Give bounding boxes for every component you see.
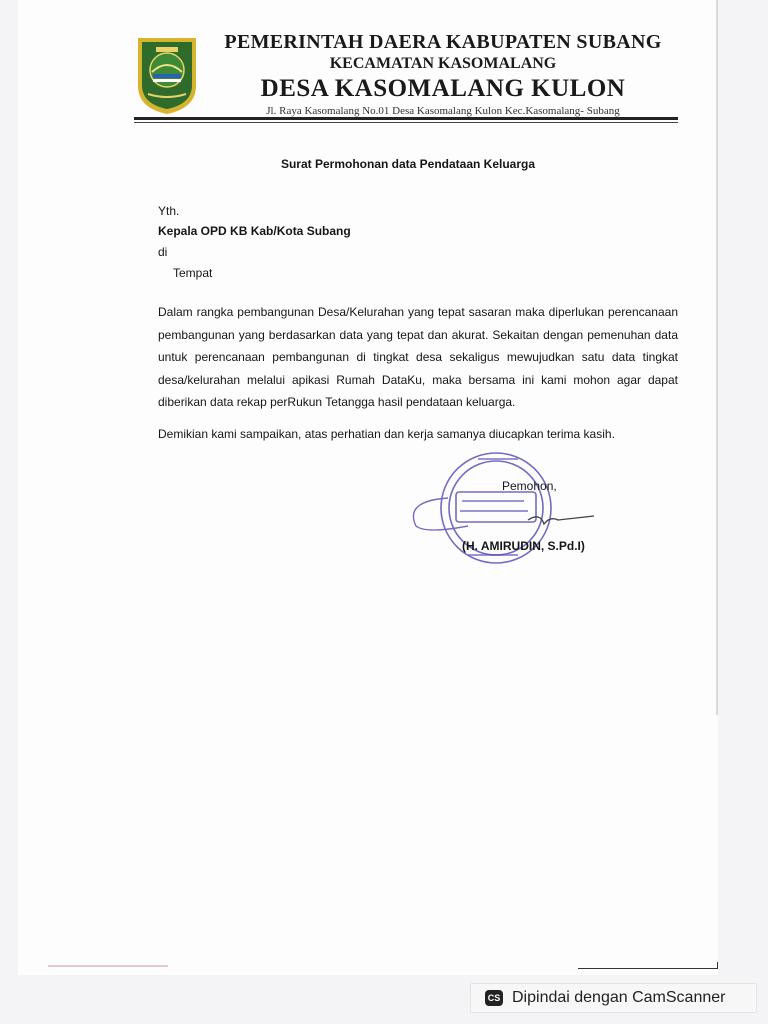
signatory-name: (H. AMIRUDIN, S.Pd.I) [462,539,585,553]
page-edge [716,0,718,715]
regency-emblem-logo [134,34,200,116]
letterhead-government: PEMERINTAH DAERA KABUPATEN SUBANG [224,31,662,53]
body-paragraph: Dalam rangka pembangunan Desa/Kelurahan yang tepat sasaran maka diperlukan perencanaan pembangunan yang berdasarkan data yang tepat dan akurat. Sekaitan dengan pemenuhan data untuk perencanaan pembangunan di tingkat desa sekaligus mewujudkan satu data tingkat desa/kelurahan melalui apikasi Rumah DataKu, maka bersama ini kami mohon agar dapat diberikan data rekap perRukun Tetangga hasil pendataan keluarga. [158,305,678,409]
letterhead-district: KECAMATAN KASOMALANG [329,55,557,72]
letterhead [218,30,668,118]
camscanner-text: Dipindai dengan CamScanner [512,989,726,1006]
letterhead-address: Jl. Raya Kasomalang No.01 Desa Kasomalang Kulon Kec.Kasomalang- Subang [266,105,620,117]
signatory-role: Pemohon, [502,479,557,493]
salutation: Yth. [158,204,180,218]
letterhead-divider [134,117,678,120]
faint-scan-mark [48,965,168,967]
closing-paragraph: Demikian kami sampaikan, atas perhatian dan kerja samanya diucapkan terima kasih. [158,427,615,441]
bottom-rule [578,968,718,969]
recipient-di: di [158,245,168,259]
bottom-rule-tick [717,962,718,969]
document-page [18,0,718,975]
letter-title: Surat Permohonan data Pendataan Keluarga [280,157,536,171]
camscanner-logo-icon: CS [485,990,503,1006]
letterhead-divider-thin [134,122,678,123]
camscanner-watermark [470,983,757,1013]
recipient-name: Kepala OPD KB Kab/Kota Subang [158,224,351,238]
letterhead-village: DESA KASOMALANG KULON [260,75,626,102]
recipient-place: Tempat [173,266,213,280]
page-bottom-mark [48,962,720,970]
